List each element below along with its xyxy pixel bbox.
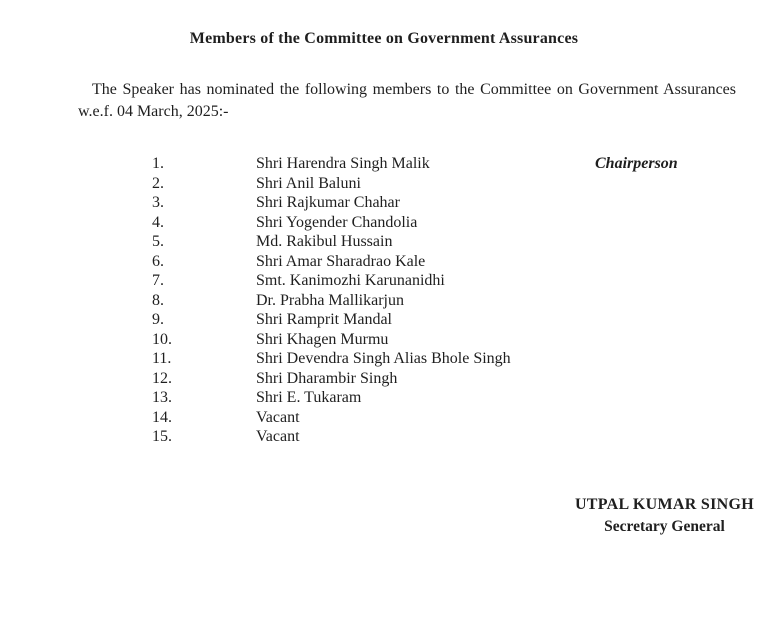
member-number: 5. xyxy=(152,233,164,250)
member-number: 7. xyxy=(152,272,164,289)
member-row xyxy=(152,252,768,272)
member-name: Vacant xyxy=(256,428,300,445)
member-name: Md. Rakibul Hussain xyxy=(256,233,393,250)
member-number: 1. xyxy=(152,155,164,172)
member-row xyxy=(152,154,768,174)
member-row xyxy=(152,388,768,408)
intro-paragraph xyxy=(78,79,736,123)
member-name: Shri Khagen Murmu xyxy=(256,330,389,348)
member-number: 8. xyxy=(152,291,164,309)
member-name: Shri Ramprit Mandal xyxy=(256,311,392,328)
signatory-designation: Secretary General xyxy=(604,518,725,535)
member-row xyxy=(152,291,768,311)
member-role: Chairperson xyxy=(595,155,678,172)
member-number: 4. xyxy=(152,213,164,231)
member-name: Shri Devendra Singh Alias Bhole Singh xyxy=(256,350,511,367)
signatory-name: UTPAL KUMAR SINGH xyxy=(574,496,754,513)
member-row xyxy=(152,193,768,213)
member-row xyxy=(152,271,768,291)
member-number: 15. xyxy=(152,428,172,445)
intro-line-2: w.e.f. 04 March, 2025:- xyxy=(78,103,229,120)
member-number: 12. xyxy=(152,369,172,387)
member-number: 11. xyxy=(152,350,172,367)
member-name: Shri E. Tukaram xyxy=(256,389,362,406)
member-number: 6. xyxy=(152,252,164,270)
member-number: 10. xyxy=(152,330,172,348)
member-name: Shri Yogender Chandolia xyxy=(256,213,418,231)
member-row xyxy=(152,369,768,389)
member-number: 14. xyxy=(152,408,172,426)
page-title: Members of the Committee on Government Assurances xyxy=(189,30,579,47)
member-row xyxy=(152,232,768,252)
intro-line-1: The Speaker has nominated the following members to the Committee on Government Assurances xyxy=(92,81,736,98)
member-name: Shri Anil Baluni xyxy=(256,174,361,192)
member-number: 3. xyxy=(152,194,164,211)
signature-block xyxy=(575,494,754,537)
member-row xyxy=(152,349,768,369)
member-number: 9. xyxy=(152,311,164,328)
member-name: Shri Rajkumar Chahar xyxy=(256,194,400,211)
member-row xyxy=(152,408,768,428)
member-row xyxy=(152,310,768,330)
member-number: 2. xyxy=(152,174,164,192)
member-row xyxy=(152,213,768,233)
members-list xyxy=(152,154,768,447)
member-number: 13. xyxy=(152,389,172,406)
member-row xyxy=(152,330,768,350)
member-row xyxy=(152,427,768,447)
member-name: Vacant xyxy=(256,408,300,426)
member-row xyxy=(152,174,768,194)
member-name: Smt. Kanimozhi Karunanidhi xyxy=(256,272,445,289)
member-name: Dr. Prabha Mallikarjun xyxy=(256,291,404,309)
member-name: Shri Dharambir Singh xyxy=(256,369,398,387)
member-name: Shri Harendra Singh Malik xyxy=(256,155,430,172)
member-name: Shri Amar Sharadrao Kale xyxy=(256,252,426,270)
